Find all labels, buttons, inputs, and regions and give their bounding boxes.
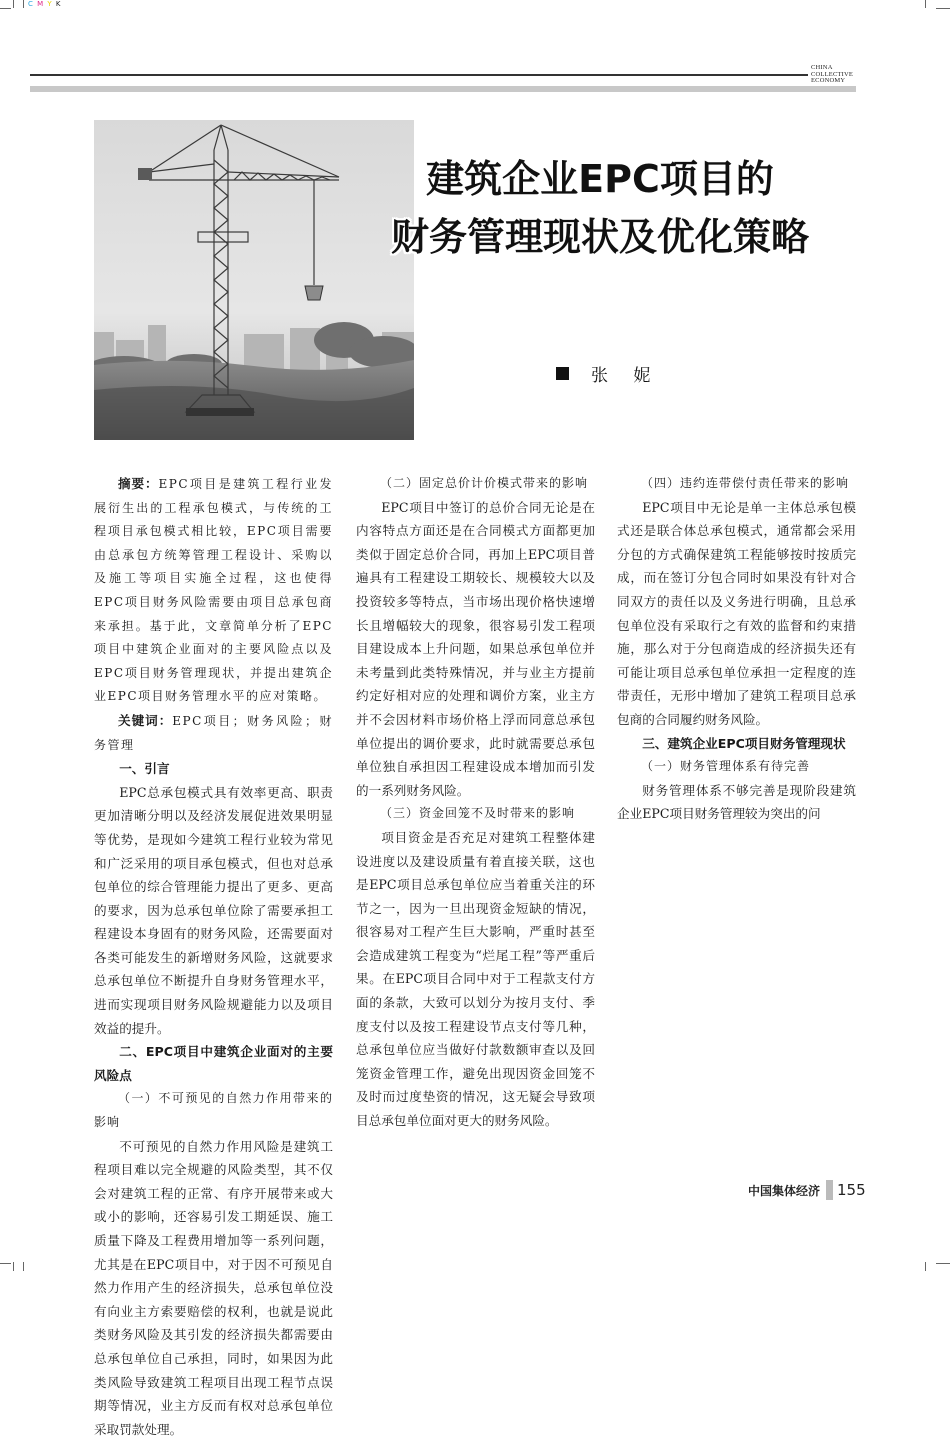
crop-mark [0, 8, 11, 9]
crop-mark [936, 1263, 950, 1264]
article-title [340, 150, 860, 266]
brand-line: ECONOMY [811, 77, 846, 84]
text-column-1 [94, 472, 333, 1441]
crop-mark [13, 0, 14, 8]
paragraph: EPC项目中签订的总价合同无论是在内容特点方面还是在合同模式方面都更加类似于固定总价合同，再加上EPC项目普遍具有工程建设工期较长、规模较大以及投资较多等特点，当市场出现价格快速增长且增幅较大的现象，很容易引发工程项目建设成本上升问题，如果总承包单位并未考量到此类特殊情况，并与业主方提前约定好相对应的处理和调价方案，业主方并不会因材料市场价格上浮而同意总承包单位提出的调价要求，此时就需要总承包单位独自承担因工程建设成本增加而引发的一系列财务风险。 [356, 499, 595, 798]
crop-mark [23, 1262, 24, 1271]
author-byline [556, 361, 660, 386]
author-name: 张 妮 [591, 366, 661, 386]
crop-mark [925, 1262, 926, 1271]
subsection-heading: （二）固定总价计价模式带来的影响 [380, 476, 589, 490]
paragraph: 项目资金是否充足对建筑工程整体建设进度以及建设质量有着直接关联，这也是EPC项目总承包单位应当着重关注的环节之一，因为一旦出现资金短缺的情况，很容易对工程产生巨大影响，严重时甚至会造成建筑工程变为“烂尾工程”等严重后果。在EPC项目合同中对于工程款支付方面的条款，大致可以划分为按月支付、季度支付以及按工程建设节点支付等几种，总承包单位应当做好付款数额审查以及回笼资金管理工作，避免出现因资金回笼不及时而过度垫资的情况，这无疑会导致项目总承包单位面对更大的财务风险。 [356, 829, 595, 1129]
crop-mark [23, 0, 24, 8]
subsection-heading: （三）资金回笼不及时带来的影响 [380, 806, 576, 821]
header-band [30, 86, 856, 92]
paragraph: EPC总承包模式具有效率更高、职责更加清晰分明以及经济发展促进效果明显等优势，是现如今建筑工程行业较为常见和广泛采用的项目承包模式，但也对总承包单位的综合管理能力提出了更多、更高的要求，因为总承包单位除了需要承担工程建设本身固有的财务风险，还需要面对各类可能发生的新增财务风险，这就要求总承包单位不断提升自身财务管理水平，进而实现项目财务风险规避能力以及项目效益的提升。 [94, 784, 333, 1036]
crop-mark [925, 0, 926, 8]
subsection-heading: （一）财务管理体系有待完善 [641, 759, 811, 774]
section-heading: 二、EPC项目中建筑企业面对的主要风险点 [94, 1044, 333, 1083]
keywords [94, 709, 333, 757]
keywords-label: 关键词： [118, 712, 173, 728]
page-number: 155 [837, 1181, 866, 1199]
brand-line: COLLECTIVE [811, 70, 854, 78]
footer-journal-name: 中国集体经济 [748, 1183, 821, 1198]
section-heading: 一、引言 [119, 761, 170, 777]
journal-brand [811, 65, 853, 85]
text-column-3 [617, 472, 856, 826]
keywords-text: EPC项目；财务风险；财务管理 [94, 713, 333, 752]
cmyk-c: C [28, 0, 34, 8]
abstract-label: 摘要： [118, 476, 159, 491]
header-rule [30, 74, 808, 76]
page-footer [748, 1180, 866, 1200]
cmyk-y: Y [47, 0, 53, 8]
brand-line: CHINA [811, 64, 833, 71]
section-heading: 三、建筑企业EPC项目财务管理现状 [642, 735, 846, 751]
paragraph: 财务管理体系不够完善是现阶段建筑企业EPC项目财务管理较为突出的问 [617, 782, 856, 822]
cmyk-k: K [55, 0, 62, 8]
paragraph: EPC项目中无论是单一主体总承包模式还是联合体总承包模式，通常都会采用分包的方式确保建筑工程能够按时按质完成，而在签订分包合同时如果没有针对合同双方的责任以及义务进行明确，且总承包单位没有采取行之有效的监督和约束措施，那么对于分包商造成的经济损失还有可能让项目总承包单位承担一定程度的连带责任，无形中增加了建筑工程项目总承包商的合同履约财务风险。 [617, 499, 856, 727]
abstract-text: EPC项目是建筑工程行业发展衍生出的工程承包模式，与传统的工程项目承包模式相比较，EPC项目需要由总承包方统筹管理工程设计、采购以及施工等项目实施全过程，这也使得EPC项目财务风险需要由项目总承包商来承担。基于此，文章简单分析了EPC项目中建筑企业面对的主要风险点以及EPC项目财务管理现状，并提出建筑企业EPC项目财务管理水平的应对策略。 [94, 477, 333, 704]
footer-divider [826, 1180, 833, 1200]
cmyk-m: M [37, 0, 45, 8]
crop-mark [13, 1262, 14, 1271]
abstract [94, 472, 333, 709]
text-column-2 [356, 472, 595, 1133]
subsection-heading: （一）不可预见的自然力作用带来的影响 [94, 1091, 333, 1130]
subsection-heading: （四）违约连带偿付责任带来的影响 [641, 476, 850, 490]
crop-mark [936, 8, 950, 9]
paragraph: 不可预见的自然力作用风险是建筑工程项目难以完全规避的风险类型，其不仅会对建筑工程的正常、有序开展带来或大或小的影响，还容易引发工期延误、施工质量下降及工程费用增加等一系列问题，尤其是在EPC项目中，对于因不可预见自然力作用产生的经济损失，总承包单位没有向业主方索要赔偿的权利，也就是说此类财务风险及其引发的经济损失都需要由总承包单位自己承担，同时，如果因为此类风险导致建筑工程项目出现工程节点误期等情况，业主方反而有权对总承包单位采取罚款处理。 [94, 1138, 333, 1437]
title-line: 建筑企业EPC项目的 [426, 157, 774, 201]
title-line: 财务管理现状及优化策略 [390, 215, 809, 259]
cmyk-color-bar [28, 0, 62, 8]
square-bullet-icon [556, 367, 569, 380]
crop-mark [0, 1263, 11, 1264]
